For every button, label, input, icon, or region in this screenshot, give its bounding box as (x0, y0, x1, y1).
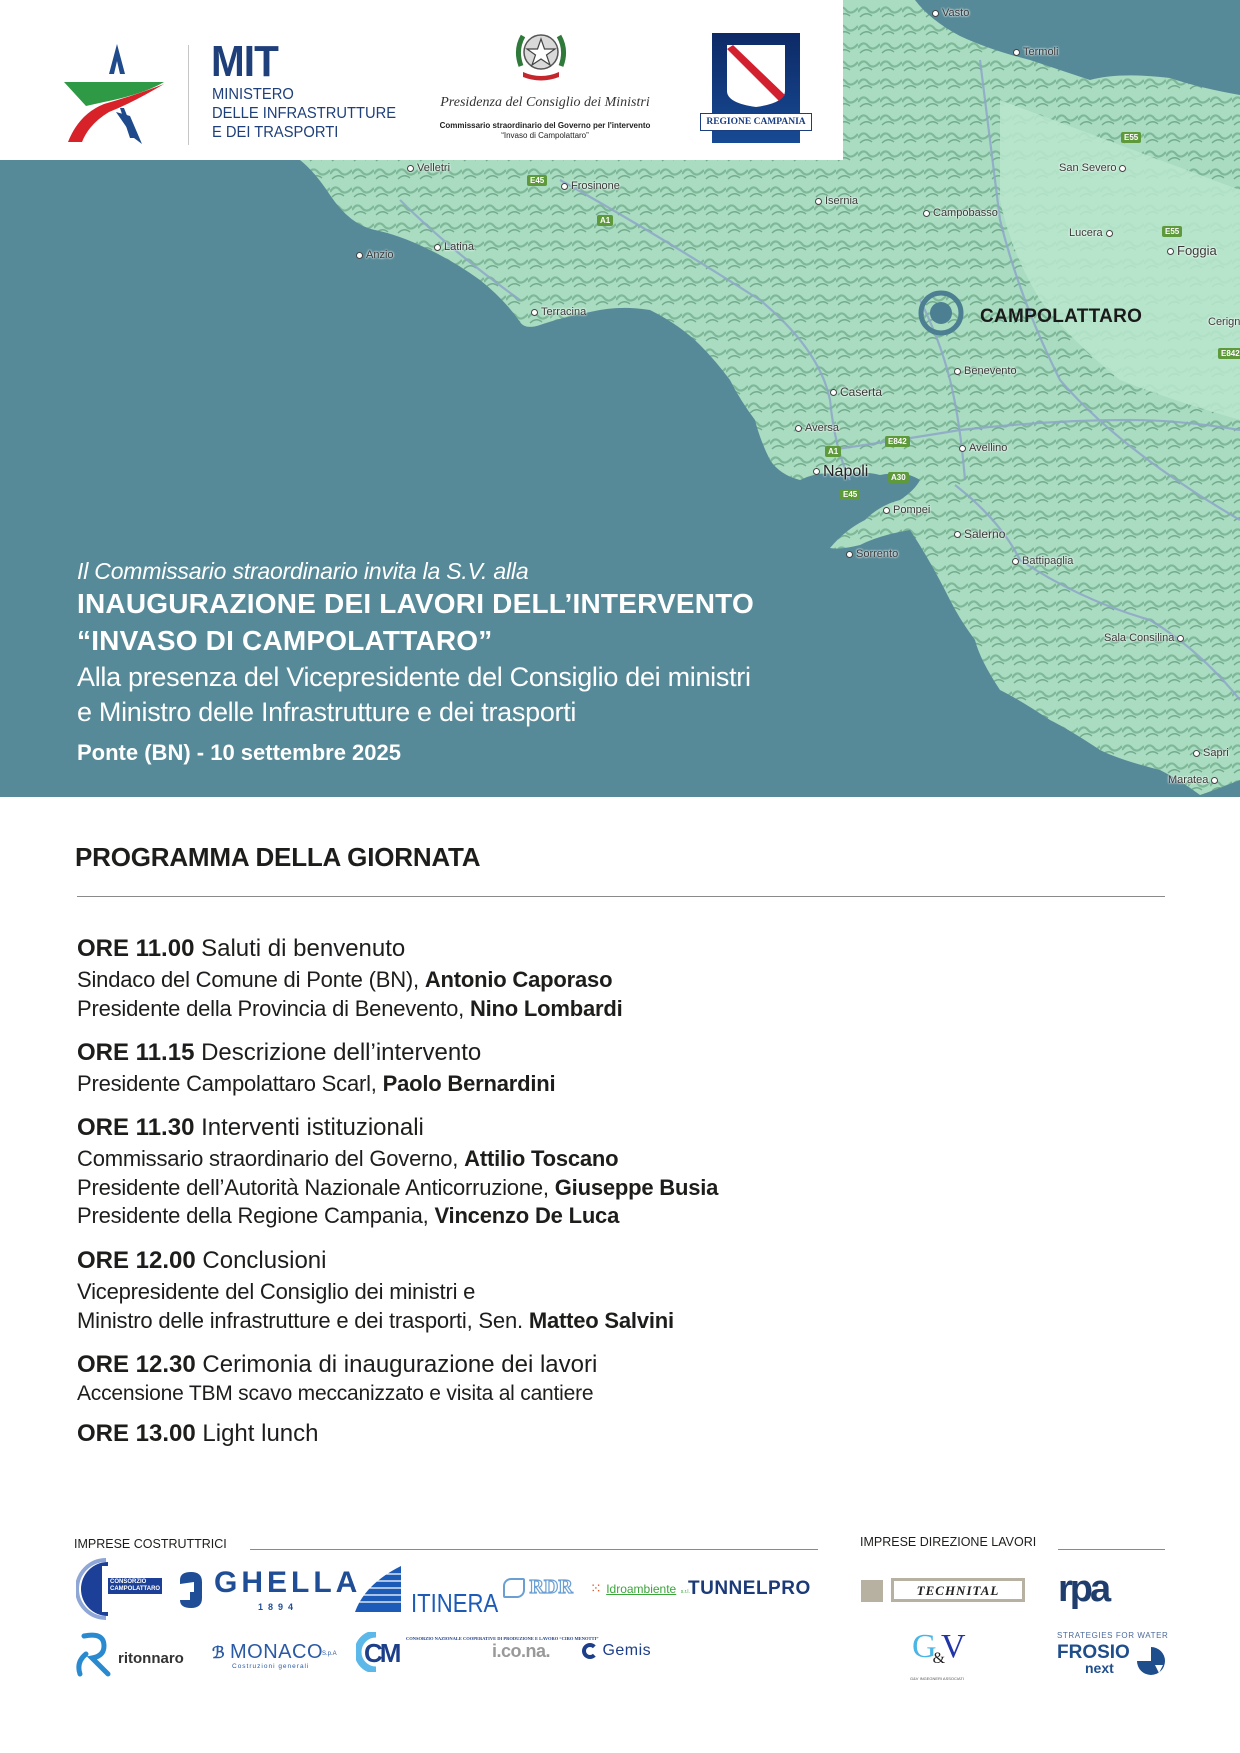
itinera-name: ITINERA (411, 1588, 499, 1618)
speaker-role: Commissario straordinario del Governo, (77, 1146, 465, 1171)
slot-time: ORE 11.15 (77, 1039, 195, 1066)
idroambiente-logo (590, 1580, 690, 1598)
slot-activity: Conclusioni (202, 1247, 327, 1274)
rdr-name: RDR (529, 1576, 573, 1598)
ritonnaro-name: ritonnaro (118, 1650, 184, 1667)
speaker-role: Presidente della Regione Campania, (77, 1203, 435, 1228)
speaker-name: Giuseppe Busia (554, 1174, 719, 1200)
invite-title-line-1: INAUGURAZIONE DEI LAVORI DELL’INTERVENTO (77, 588, 754, 619)
gv-letter: V (941, 1628, 962, 1665)
city-label: Frosinone (558, 180, 620, 192)
speaker-role: Accensione TBM scavo meccanizzato e visita al cantiere (77, 1382, 594, 1405)
speaker-name: Matteo Salvini (528, 1307, 674, 1333)
presidenza-logo-text: Presidenza del Consiglio dei Ministri (440, 95, 650, 110)
technital-mark-icon (861, 1580, 883, 1602)
city-label: Sala Consilina (1104, 632, 1187, 644)
road-shield: E842 (1218, 348, 1240, 359)
speaker-name: Vincenzo De Luca (434, 1203, 620, 1228)
programme-slot (77, 1246, 674, 1335)
speaker-role: Presidente della Provincia di Benevento, (77, 995, 470, 1021)
road-shield: E55 (1121, 132, 1141, 143)
frosio-sub: next (1085, 1660, 1114, 1676)
rpa-logo: rpa (1058, 1568, 1109, 1610)
city-label: Lucera (1069, 227, 1116, 239)
invite-place-date: Ponte (BN) - 10 settembre 2025 (77, 740, 401, 765)
gv-name (912, 1624, 962, 1682)
speaker-role: Presidente Campolattaro Scarl, (77, 1071, 383, 1096)
gemis-mark-icon (582, 1643, 598, 1659)
city-label: Sapri (1190, 747, 1229, 759)
logo-header (0, 0, 843, 160)
tunnelpro-logo: TUNNELPRO (688, 1578, 811, 1599)
city-label: Vasto (929, 7, 969, 19)
builders-section-rule (250, 1549, 818, 1550)
invite-intro: Il Commissario straordinario invita la S.V. alla (77, 558, 529, 584)
programme-slot (77, 1038, 555, 1099)
city-label: Maratea (1168, 774, 1221, 786)
slot-time: ORE 12.00 (77, 1247, 196, 1274)
campolattaro-label: CAMPOLATTARO (980, 306, 1143, 327)
idroambiente-name: Idroambiente (606, 1582, 677, 1596)
slot-time: ORE 11.00 (77, 935, 195, 962)
city-label: Avellino (956, 442, 1007, 454)
consorzio-campolattaro-logo (76, 1558, 166, 1620)
speaker-name: Paolo Bernardini (382, 1071, 556, 1096)
frosio-mark-icon (1137, 1647, 1165, 1675)
commissario-logo-text (420, 121, 670, 141)
speaker-role: Sindaco del Comune di Ponte (BN), (77, 967, 425, 992)
city-label: Cerign (1208, 316, 1240, 328)
frosio-logo (1057, 1631, 1167, 1681)
speaker-role: Ministro delle infrastrutture e dei trasporti, Sen. (77, 1307, 529, 1333)
city-label: Isernia (812, 195, 858, 207)
city-label: Latina (431, 241, 474, 253)
programme-slot (77, 1419, 319, 1449)
frosio-tagline: STRATEGIES FOR WATER (1057, 1631, 1169, 1640)
city-label: Foggia (1164, 243, 1217, 258)
mit-logo-title: MIT (211, 37, 278, 86)
city-label: Velletri (404, 162, 450, 174)
city-label: San Severo (1059, 162, 1129, 174)
idroambiente-suffix: s.r.l. (680, 1589, 690, 1595)
gv-letter: G (912, 1628, 933, 1665)
road-shield: A1 (597, 215, 613, 226)
slot-time: ORE 11.30 (77, 1114, 195, 1141)
mit-star-logo-icon (64, 44, 170, 144)
ritonnaro-mark-icon (74, 1632, 112, 1678)
gv-letter: & (932, 1650, 942, 1667)
road-shield: E45 (840, 489, 860, 500)
monaco-suffix: S.p.A (322, 1651, 337, 1657)
city-label: Benevento (951, 365, 1017, 377)
programme-slot (77, 1350, 597, 1409)
gv-logo (902, 1624, 972, 1686)
speaker-name: Nino Lombardi (469, 995, 623, 1021)
commissario-line-2: “Invaso di Campolattaro” (501, 131, 589, 140)
slot-time: ORE 13.00 (77, 1420, 196, 1447)
invite-subtitle-line-1: Alla presenza del Vicepresidente del Consiglio dei ministri (77, 662, 751, 692)
city-label: Aversa (792, 422, 839, 434)
cm-text: CONSORZIO NAZIONALE COOPERATIVE DI PRODUZIONE E LAVORO “CIRO MENOTTI” (406, 1636, 599, 1641)
city-label: Sorrento (843, 548, 898, 560)
rdr-logo (503, 1576, 573, 1599)
icona-logo: i.co.na. (492, 1641, 551, 1661)
city-label: Terracina (528, 306, 586, 318)
city-label: Battipaglia (1009, 555, 1073, 567)
city-label: Termoli (1010, 46, 1058, 58)
speaker-role: Vicepresidente del Consiglio dei ministri e (77, 1279, 476, 1304)
slot-activity: Light lunch (202, 1420, 319, 1447)
road-shield: E842 (885, 436, 910, 447)
gv-caption: G&V INGEGNERI ASSOCIATI (910, 1676, 964, 1681)
city-label: Campobasso (920, 207, 998, 219)
gemis-name: Gemis (602, 1642, 652, 1659)
invite-title-line-2: “INVASO DI CAMPOLATTARO” (77, 625, 493, 656)
monaco-name: MONACO (230, 1641, 323, 1663)
consorzio-line-2: CAMPOLATTARO (110, 1586, 161, 1592)
supervisors-section-rule (1058, 1549, 1165, 1550)
idroambiente-sun-icon: ⁙ (590, 1580, 602, 1596)
invite-subtitle-line-2: e Ministro delle Infrastrutture e dei trasporti (77, 697, 577, 727)
road-shield: A30 (888, 472, 909, 483)
programme-slot (77, 1113, 718, 1231)
speaker-name: Attilio Toscano (464, 1146, 619, 1171)
road-shield: A1 (825, 446, 841, 457)
slot-activity: Descrizione dell’intervento (201, 1039, 482, 1066)
speaker-name: Antonio Caporaso (424, 967, 613, 992)
logo-divider (188, 45, 189, 145)
mit-logo-line: E DEI TRASPORTI (212, 124, 339, 141)
ghella-mark-icon (178, 1570, 204, 1610)
rdr-mark-icon (503, 1578, 525, 1598)
mit-logo-line: MINISTERO (212, 86, 294, 103)
slot-time: ORE 12.30 (77, 1351, 196, 1378)
builders-section-label: IMPRESE COSTRUTTRICI (74, 1537, 227, 1551)
slot-activity: Interventi istituzionali (201, 1114, 424, 1141)
slot-activity: Saluti di benvenuto (201, 935, 406, 962)
ghella-year: 1894 (258, 1602, 299, 1612)
technital-name: TECHNITAL (891, 1578, 1025, 1602)
consorzio-line-1: CONSORZIO (110, 1579, 147, 1585)
ghella-name: GHELLA (214, 1566, 362, 1599)
speaker-role: Presidente dell’Autorità Nazionale Anticorruzione, (77, 1174, 555, 1200)
mit-logo-line: DELLE INFRASTRUTTURE (212, 105, 397, 122)
monaco-tagline: Costruzioni generali (232, 1663, 310, 1670)
campania-shield-icon (725, 43, 787, 109)
road-shield: E55 (1162, 226, 1182, 237)
supervisors-section-label: IMPRESE DIREZIONE LAVORI (860, 1535, 1037, 1549)
city-label: Napoli (810, 463, 868, 481)
commissario-line-1: Commissario straordinario del Governo per l'intervento (439, 121, 651, 130)
city-label: Caserta (827, 385, 882, 399)
location-marker-icon (918, 290, 964, 336)
city-label: Anzio (353, 249, 394, 261)
city-label: Pompei (880, 504, 930, 516)
gemis-logo (582, 1642, 651, 1660)
monaco-mark-icon: ℬ (212, 1645, 225, 1662)
programme-slot (77, 934, 623, 1023)
regione-campania-logo (706, 33, 806, 143)
road-shield: E45 (527, 175, 547, 186)
italian-republic-emblem-icon (513, 26, 569, 86)
slot-activity: Cerimonia di inaugurazione dei lavori (202, 1351, 598, 1378)
programme-title: PROGRAMMA DELLA GIORNATA (75, 842, 481, 872)
frosio-name: FROSIO (1057, 1642, 1130, 1663)
city-label: Salerno (951, 527, 1005, 541)
cm-name: CM (364, 1638, 399, 1668)
campania-label: REGIONE CAMPANIA (700, 113, 812, 131)
itinera-mark-icon (355, 1566, 403, 1612)
programme-divider (77, 896, 1165, 897)
